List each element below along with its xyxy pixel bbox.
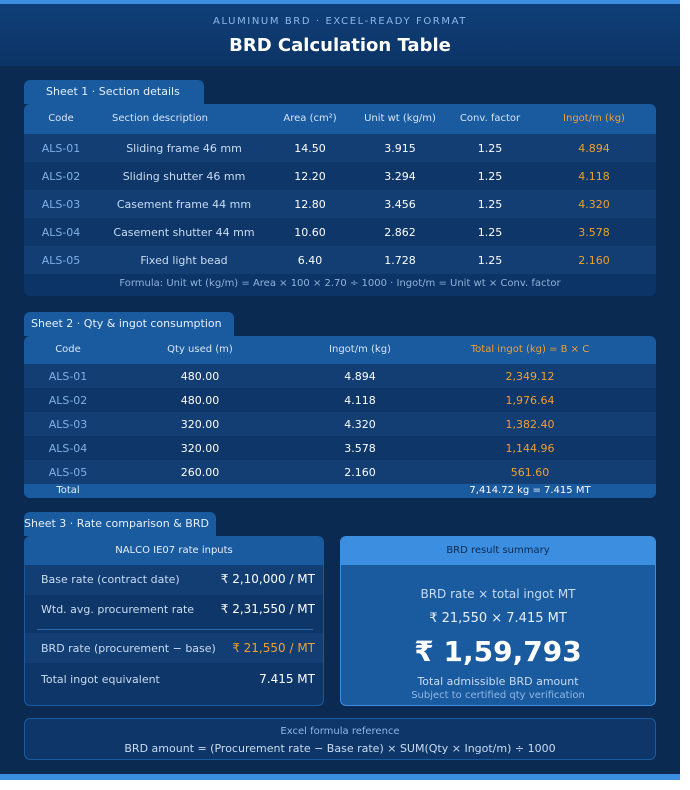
ingot-equivalent-value: 7.415 MT — [259, 672, 315, 686]
formula-reference-title: Excel formula reference — [280, 726, 400, 737]
row-unit-weight: 2.862 — [384, 226, 416, 239]
base-rate-label: Base rate (contract date) — [41, 573, 180, 586]
row-total-ingot: 561.60 — [510, 466, 550, 479]
col-conv-factor: Conv. factor — [459, 113, 521, 124]
result-calculation-line: ₹ 21,550 × 7.415 MT — [429, 611, 567, 626]
row-description: Casement shutter 44 mm — [113, 226, 255, 239]
table-row — [24, 190, 656, 218]
row-qty-used: 260.00 — [180, 466, 220, 479]
page-subtitle: ALUMINUM BRD · EXCEL-READY FORMAT — [213, 16, 467, 27]
sheet1-tab[interactable]: Sheet 1 · Section details — [24, 80, 204, 104]
rate-inputs-panel — [24, 536, 324, 706]
row-total-ingot: 1,382.40 — [505, 418, 555, 431]
row-ingot-per-m: 4.118 — [578, 170, 610, 183]
table-row — [24, 246, 656, 274]
row-total-ingot: 1,976.64 — [505, 394, 555, 407]
row-ingot-per-m: 4.118 — [344, 394, 376, 407]
row-unit-weight: 3.915 — [384, 142, 416, 155]
row-qty-used: 320.00 — [180, 442, 220, 455]
row-conv-factor: 1.25 — [477, 254, 503, 267]
brd-result-panel — [340, 536, 656, 706]
row-qty-used: 480.00 — [180, 394, 220, 407]
row-unit-weight: 1.728 — [384, 254, 416, 267]
page-header — [0, 4, 680, 66]
result-caption: Total admissible BRD amount — [417, 675, 579, 688]
row-description: Sliding shutter 46 mm — [122, 170, 246, 183]
rate-inputs-title: NALCO IE07 rate inputs — [25, 537, 323, 565]
row-code: ALS-03 — [48, 418, 88, 431]
row-code: ALS-02 — [41, 170, 81, 183]
row-conv-factor: 1.25 — [477, 170, 503, 183]
col-unit-weight: Unit wt (kg/m) — [364, 113, 436, 124]
table-row — [24, 460, 656, 484]
row-ingot-per-m: 3.578 — [578, 226, 610, 239]
row-conv-factor: 1.25 — [477, 226, 503, 239]
row-code: ALS-01 — [41, 142, 81, 155]
base-rate-value: ₹ 2,10,000 / MT — [220, 572, 315, 586]
brd-rate-label: BRD rate (procurement − base) — [41, 642, 216, 655]
table-row — [24, 388, 656, 412]
row-ingot-per-m: 2.160 — [578, 254, 610, 267]
brd-rate-row — [25, 633, 323, 663]
procurement-rate-row — [25, 595, 323, 625]
row-total-ingot: 1,144.96 — [505, 442, 555, 455]
sheet2-total-row — [24, 484, 656, 498]
row-conv-factor: 1.25 — [477, 198, 503, 211]
table-row — [24, 412, 656, 436]
row-area: 6.40 — [297, 254, 323, 267]
divider — [37, 629, 313, 630]
row-area: 10.60 — [294, 226, 326, 239]
table-row — [24, 436, 656, 460]
row-total-ingot: 2,349.12 — [505, 370, 555, 383]
row-description: Fixed light bead — [140, 254, 228, 267]
ingot-equivalent-label: Total ingot equivalent — [41, 673, 160, 686]
bottom-accent-bar — [0, 774, 680, 780]
sheet1-table — [24, 104, 656, 296]
sheet2-table — [24, 336, 656, 498]
row-description: Casement frame 44 mm — [116, 198, 252, 211]
col-code: Code — [55, 344, 81, 355]
col-ingot-per-m: Ingot/m (kg) — [563, 113, 625, 124]
row-ingot-per-m: 4.894 — [344, 370, 376, 383]
procurement-rate-value: ₹ 2,31,550 / MT — [220, 602, 315, 616]
page-title: BRD Calculation Table — [229, 35, 451, 56]
brd-result-title: BRD result summary — [341, 537, 655, 565]
row-code: ALS-04 — [41, 226, 81, 239]
row-description: Sliding frame 46 mm — [126, 142, 242, 155]
row-area: 12.80 — [294, 198, 326, 211]
sheet3-tab[interactable]: Sheet 3 · Rate comparison & BRD — [24, 512, 216, 536]
ingot-equivalent-row — [25, 665, 323, 695]
col-area: Area (cm²) — [283, 113, 337, 124]
result-note: Subject to certified qty verification — [411, 690, 585, 701]
sheet1-formula: Formula: Unit wt (kg/m) = Area × 100 × 2.70 ÷ 1000 · Ingot/m = Unit wt × Conv. factor — [119, 278, 561, 289]
col-ingot-per-m: Ingot/m (kg) — [329, 344, 391, 355]
row-code: ALS-04 — [48, 442, 88, 455]
base-rate-row — [25, 565, 323, 595]
row-unit-weight: 3.456 — [384, 198, 416, 211]
row-ingot-per-m: 4.894 — [578, 142, 610, 155]
col-qty-used: Qty used (m) — [167, 344, 233, 355]
row-code: ALS-05 — [41, 254, 81, 267]
result-amount: ₹ 1,59,793 — [414, 635, 582, 668]
table-row — [24, 218, 656, 246]
table-row — [24, 364, 656, 388]
row-area: 12.20 — [294, 170, 326, 183]
row-ingot-per-m: 4.320 — [578, 198, 610, 211]
table-row — [24, 162, 656, 190]
row-conv-factor: 1.25 — [477, 142, 503, 155]
row-code: ALS-03 — [41, 198, 81, 211]
row-area: 14.50 — [294, 142, 326, 155]
row-ingot-per-m: 4.320 — [344, 418, 376, 431]
procurement-rate-label: Wtd. avg. procurement rate — [41, 603, 195, 616]
row-ingot-per-m: 2.160 — [344, 466, 376, 479]
total-label: Total — [56, 485, 80, 496]
formula-reference-panel — [24, 718, 656, 760]
col-code: Code — [48, 113, 74, 124]
col-description: Section description — [112, 113, 208, 124]
row-ingot-per-m: 3.578 — [344, 442, 376, 455]
sheet2-tab[interactable]: Sheet 2 · Qty & ingot consumption — [24, 312, 234, 336]
brd-rate-value: ₹ 21,550 / MT — [232, 641, 315, 655]
col-total-ingot: Total ingot (kg) = B × C — [470, 344, 590, 355]
sheet2-header-row — [24, 336, 656, 364]
row-code: ALS-02 — [48, 394, 88, 407]
row-qty-used: 480.00 — [180, 370, 220, 383]
row-qty-used: 320.00 — [180, 418, 220, 431]
result-formula-line: BRD rate × total ingot MT — [420, 587, 576, 601]
row-code: ALS-01 — [48, 370, 88, 383]
sheet1-header-row — [24, 104, 656, 134]
total-value: 7,414.72 kg = 7.415 MT — [469, 485, 591, 496]
formula-reference-text: BRD amount = (Procurement rate − Base rate) × SUM(Qty × Ingot/m) ÷ 1000 — [124, 742, 556, 755]
table-row — [24, 134, 656, 162]
row-code: ALS-05 — [48, 466, 88, 479]
row-unit-weight: 3.294 — [384, 170, 416, 183]
